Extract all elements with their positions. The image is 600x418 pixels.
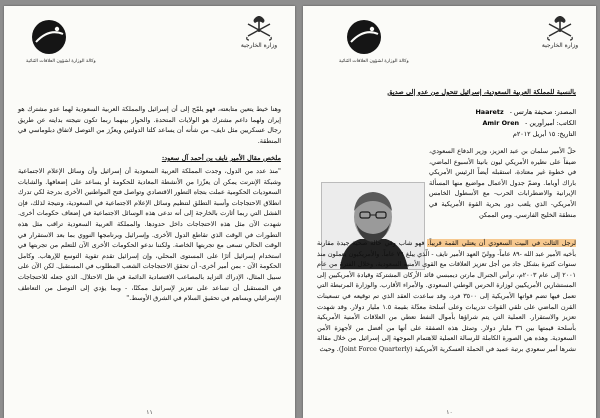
article-summary-paragraph: "منذ عدد من الدول، وجدت المملكة العربية السعودية أن إسرائيل وأن وسائل الإعلام الاجتماعية وشبكة الإنترنت يمكن أن يعزّزا من الأنشطة المعادية للحكومة أو يساعد على إضعافها. والشابات السعوديات الحكومية عملت بتجاه التطور الاقتصادي وتواصل فتح المواطنين الأخرى بدرجة لكي تدرك انطلاق الاحتجاجات وأسبة التطلق لتنظيم وسائل الإعلام الاجتماعية في السعودية، ونتيجة لذلك، فإن الفشل التي ربما أثارت بالخارجة إلى أنه تدعى هذه الوسائل الاجتماعية في إضعاف حكومات أخرى. شهدت الآن مثل هذه الاحتجاجات داخل حدودها. والمملكة العربية السعودية تراقب مثل هذه التطورات في الوقت الذي تقاطع الدول الأخرى. وإسرائيل وبرنامجها النووي بما بعد الاستقرار في الوقت الحالي تسعى مع تجربتها الخاصة. ولكننا ندعو الحكومات الأخرى الآن للتعلم من تجربتها في استخدام إسرائيل أثرًا على المستوى المحلي، وإن إسرائيل تقدم تقوية التوسع للإرهاب. وكامل الحكومة الآن - بمن أمير أخرى- أن تحقق الاحتجاجات الشعب المطلوب في المستقبل. لكن الآن على سبيل المثال، الإدراك التزايد بالمصاعب الاقتصادية الدائمة في ظل الاحتلال. الذي جعله للاحتجاجات في المستقبل أن تساعد على تعزيز لإسرائيل ممكنًا، - وبما يؤدي إلى التوصل من التعاطف الإسرائيلي ويساهم في تحقيق السلام في الشرق الأوسط." [18,167,281,303]
ministry-name-caption: وزارة الخارجية [240,42,278,49]
document-page-left [4,6,295,418]
source-row [471,108,576,117]
ministry-logo-disc [345,18,383,56]
document-page-right [303,6,596,418]
highlighted-sentence: لرجل الثالث في البيت السعودي أن يعتلي القمة قريباً. [427,239,576,247]
page-number: ١٠ [446,409,453,416]
source-value: Haaretz [475,108,504,116]
author-row [478,119,576,128]
department-caption: وكالة الوزارة لشؤون العلاقات الثنائية [26,59,96,64]
article-body-text: فهو شاب وفي حالة صحية جيدة مقارنة بأخيه الأمير عبد الله -٨٩ عاماً- ووليّ العهد الأمير نايف - الّذي يبلغ ٧٩ عاماً. والأمريكيون يعملون منذ سنوات كثيرة بشكل جاد من أجل تعزيز العلاقات مع القوى الأمنية السعودية، وخلال الفترة من عام ٢٠٠١ إلى عام ٢٠٠٣م، ترأس الجنرال مارتن ديمبسي قائد الأركان المشتركة وقيادة الأمريكيين إلى المستشارين الأمريكيين لوزارة الحرس الوطني السعودي. والأمراء الأقارب. والوزارة المرتبطة التي تعمل فيها تضم قواتها الأمريكية إلى ٣٥٠٠ فرد، وقد ساعدت العقد الذي تم توقيعه في تسعينات القرن الماضي على تلقي القوات تدريبات وعلى أسلحة معدّلة بقيمة ١.٥ مليار دولار. وقد شهدت تعزيز والاستقرار. العملية التي يتم شراؤها بأموال النفط تعطي من العلاقات الأمنية الأمريكية بأسلحة قيمتها بين ٣٦ مليار دولار. وتمثل هذه الصفقة على أنها من أفضل من لأجهزة الأمن السعودية. وهذه هي الصورة الكاملة للرسالة العملية للاهتمام الموجهة إلى إسرائيل من خلال مقالة نشرها أمير سعودي برتبة عميد في الحملة العسكرية الأمريكية (Joint Force Quarterly). وحيث [317,239,577,353]
source-label: المصدر: صحيفة هارتس - [509,108,576,116]
intro-paragraph-beside-photo: حلّ الأمير سلمان بن عبد العزيز، وزير الدفاع السعودي، ضيفاً على نظيره الأمريكي ليون بانيتا الأسبوع الماضي، في خطوة غير معتادة، استقبله أيضاً الرئيس الأمريكي باراك أوباما. وضمّ جدول الأعمال مواضيع منها المسألة الإيرانية والاضطرابات الحرب- مع الأسطول الخامس الأمريكي- الذي يلعب دور بحرية القوة الأمريكية في منطقة الخليج الفارسي. ومن الممكن [429,147,576,219]
department-caption: وكالة الوزارة لشؤون العلاقات الثنائية [339,59,409,64]
page-number: ١١ [146,409,153,416]
article-title: بالنسبة للمملكة العربية السعودية، إسرائيل تتحول من عدو إلى صديق [387,88,576,96]
saudi-crest-emblem [538,14,582,52]
ministry-logo-disc [30,18,68,56]
author-label: الكاتب: أميرأورين - [525,119,576,127]
date-text: التاريخ: ١٥ أبريل ٢٠١٢م [512,130,576,138]
intro-paragraph: وهنا خيط يتعين متابعته، فهو يلمّح إلى أن إسرائيل والمملكة العربية السعودية لهما عدو مشترك هو إيران ولهما داعم مشترك هو الولايات المتحدة. والحوار بينهما ربما تكون نتيجته بدايته عن طريق رجال عسكريين مثل نايف- من شأنه أن يساعد كلتا الدولتين ويعزّز من التوصل لاتفاق دبلوماسي في المنطقة. [18,105,281,145]
article-body-paragraph [317,238,576,355]
summary-heading: ملخص مقال الأمير نايف بن أحمد آل سعود: [161,154,281,162]
saudi-crest-emblem [237,14,281,52]
author-value: Amir Oren [482,119,520,127]
ministry-name-caption: وزارة الخارجية [541,42,579,49]
date-row [513,130,576,139]
